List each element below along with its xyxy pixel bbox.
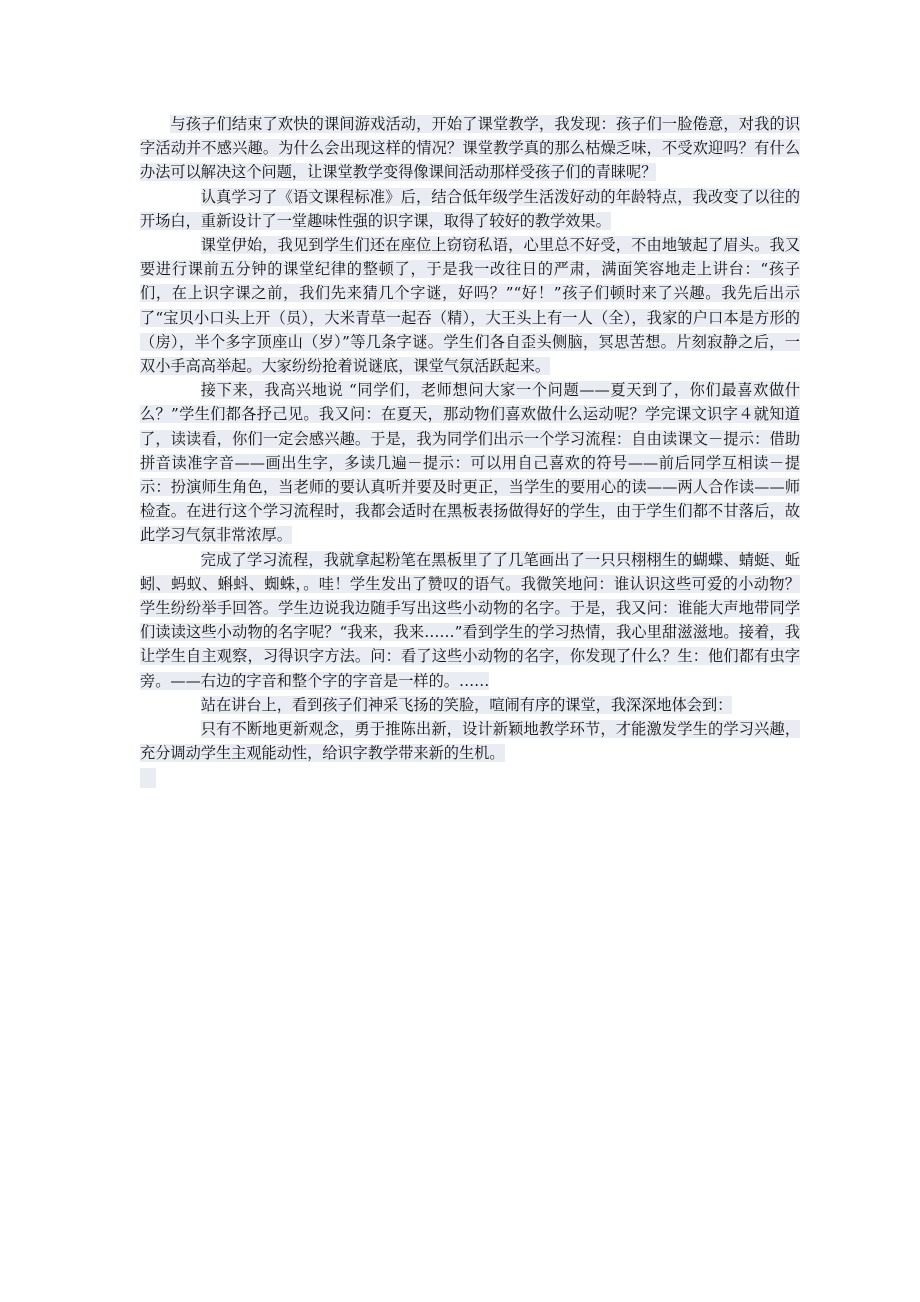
document-body xyxy=(140,112,800,788)
paragraph-3-text: 课堂伊始，我见到学生们还在座位上窃窃私语，心里总不好受，不由地皱起了眉头。我又要进行课前五分钟的课堂纪律的整顿了，于是我一改往日的严肃，满面笑容地走上讲台：“孩子们，在上识字课之前，我们先来猜几个字谜，好吗？”“好！”孩子们顿时来了兴趣。我先后出示了“宝贝小口头上开（员），大米青草一起吞（精），大王头上有一人（全），我家的户口本是方形的（房），半个多字顶座山（岁）”等几条字谜。学生们各自歪头侧脑，冥思苦想。片刻寂静之后，一双小手高高举起。大家纷纷抢着说谜底，课堂气氛活跃起来。 xyxy=(140,236,800,376)
paragraph-5 xyxy=(140,548,800,693)
paragraph-4-text: 接下来，我高兴地说 “同学们，老师想问大家一个问题——夏天到了，你们最喜欢做什么？”学生们都各抒己见。我又问：在夏天，那动物们喜欢做什么运动呢？学完课文识字４就知道了，读读看，你们一定会感兴趣。于是，我为同学们出示一个学习流程：自由读课文－提示：借助拼音读准字音——画出生字，多读几遍－提示：可以用自己喜欢的符号——前后同学互相读－提示：扮演师生角色，当老师的要认真听并要及时更正，当学生的要用心的读——两人合作读——师检查。在进行这个学习流程时，我都会适时在黑板表扬做得好的学生，由于学生们都不甘落后，故此学习气氛非常浓厚。 xyxy=(140,381,800,545)
paragraph-6-text: 站在讲台上，看到孩子们神采飞扬的笑脸，喧闹有序的课堂，我深深地体会到： xyxy=(200,695,733,714)
empty-paragraph-marker xyxy=(140,768,156,788)
paragraph-2-text: 认真学习了《语文课程标准》后，结合低年级学生活泼好动的年龄特点，我改变了以往的开场白，重新设计了一堂趣味性强的识字课，取得了较好的教学效果。 xyxy=(140,187,800,230)
paragraph-3 xyxy=(140,233,800,378)
paragraph-4 xyxy=(140,378,800,547)
paragraph-5-text: 完成了学习流程，我就拿起粉笔在黑板里了了几笔画出了一只只栩栩生的蝴蝶、蜻蜓、蚯蚓、蚂蚁、蝌蚪、蜘蛛，。哇！学生发出了赞叹的语气。我微笑地问：谁认识这些可爱的小动物？学生纷纷举手回答。学生边说我边随手写出这些小动物的名字。于是，我又问：谁能大声地带同学们读读这些小动物的名字呢？“我来，我来……”看到学生的学习热情，我心里甜滋滋地。接着，我让学生自主观察，习得识字方法。问：看了这些小动物的名字，你发现了什么？生：他们都有虫字旁。——右边的字音和整个字的字音是一样的。…… xyxy=(140,550,800,690)
paragraph-6 xyxy=(140,693,800,717)
paragraph-1 xyxy=(140,112,800,185)
paragraph-7-text: 只有不断地更新观念，勇于推陈出新，设计新颖地教学环节，才能激发学生的学习兴趣，充分调动学生主观能动性，给识字教学带来新的生机。 xyxy=(140,720,800,763)
paragraph-1-text: 与孩子们结束了欢快的课间游戏活动，开始了课堂教学，我发现：孩子们一脸倦意，对我的识字活动并不感兴趣。为什么会出现这样的情况？课堂教学真的那么枯燥乏味，不受欢迎吗？有什么办法可以解决这个问题，让课堂教学变得像课间活动那样受孩子们的青睐呢？ xyxy=(140,115,800,182)
paragraph-7 xyxy=(140,717,800,765)
paragraph-2 xyxy=(140,185,800,233)
